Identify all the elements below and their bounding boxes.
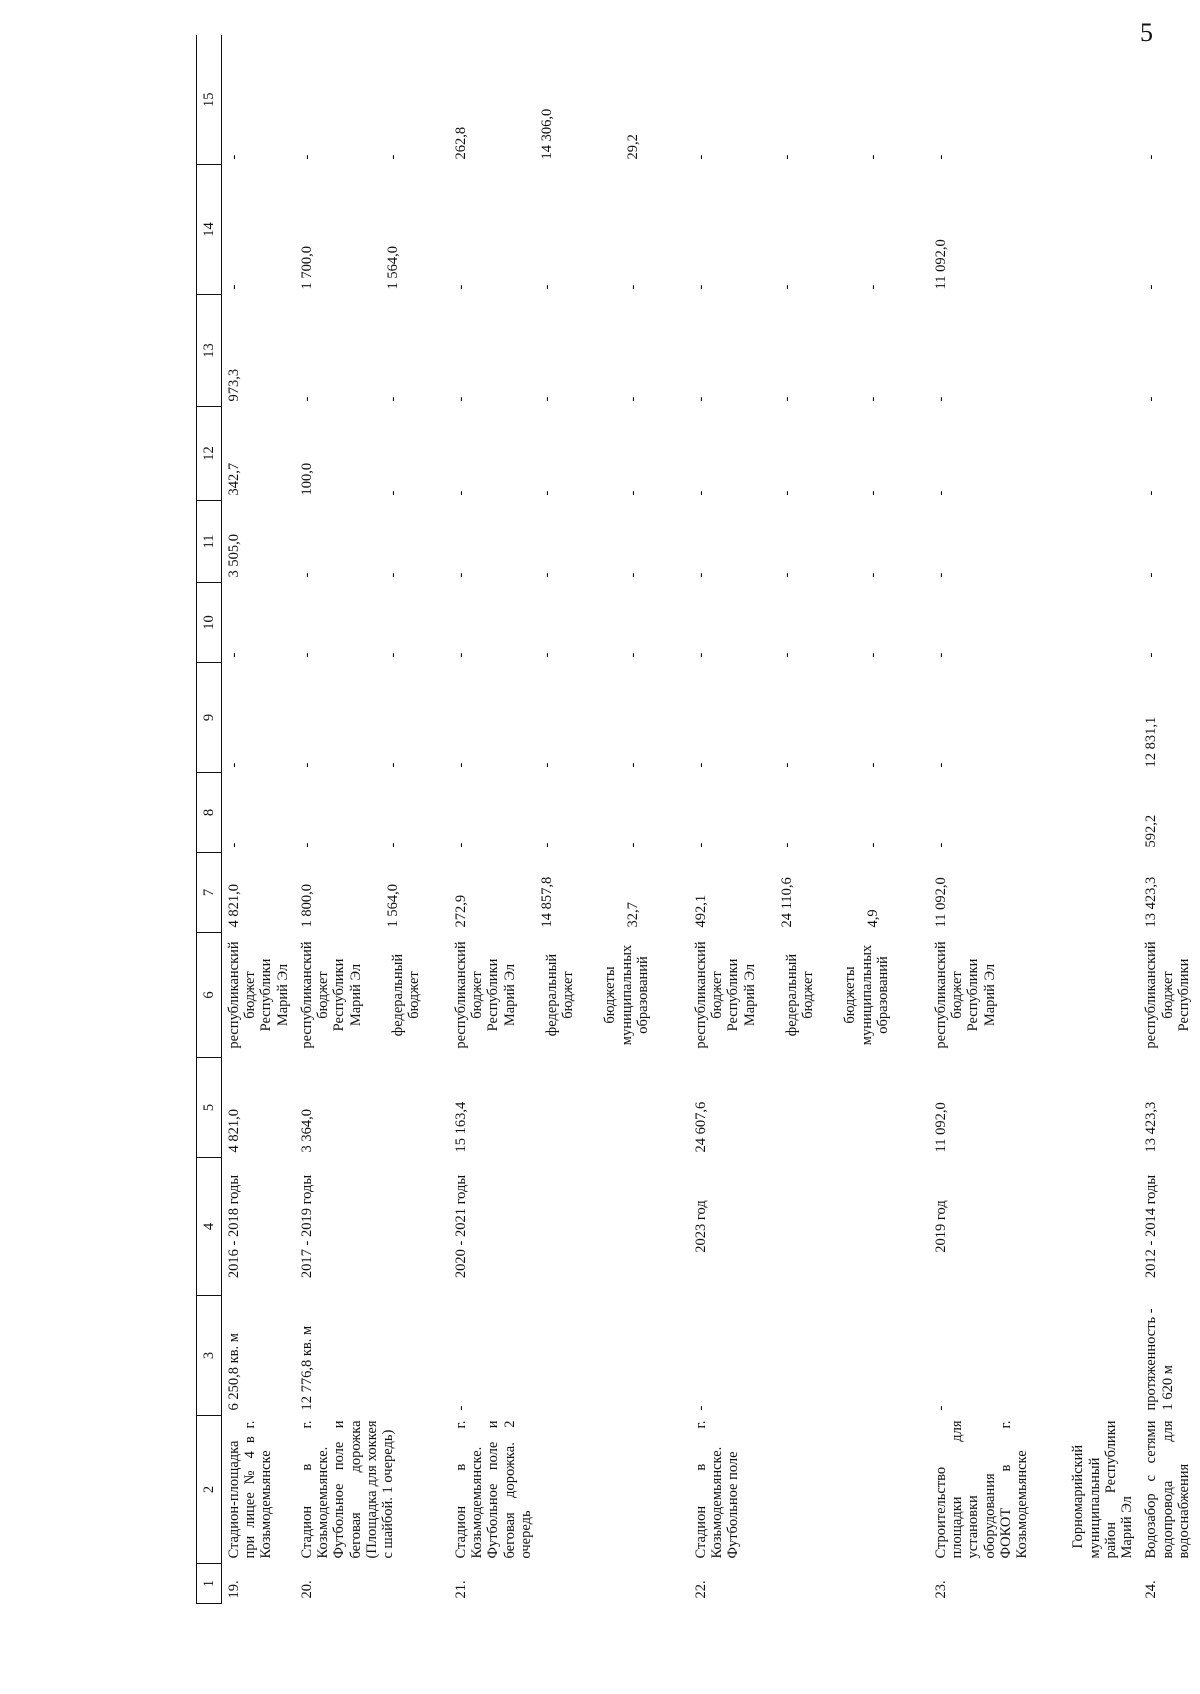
amount-value: - — [1143, 284, 1160, 290]
cell-funding-source — [295, 933, 449, 1058]
cell-capacity — [449, 1296, 689, 1416]
amount-value: - — [538, 490, 555, 496]
amount-value: - — [226, 284, 242, 290]
page-number: 5 — [1140, 18, 1153, 47]
amount-value: - — [384, 490, 401, 496]
row-number: 20. — [298, 1580, 315, 1599]
period-value: 2012 - 2014 годы — [1143, 1174, 1160, 1279]
amount-value: 342,7 — [226, 462, 242, 496]
cell-c8 — [1139, 773, 1200, 853]
cell-period — [689, 1158, 929, 1296]
cell-c14 — [1139, 165, 1200, 295]
amount-value: 13 423,3 — [1143, 876, 1160, 928]
cell-c14 — [929, 165, 1139, 295]
cell-number — [929, 1564, 1139, 1604]
amount-value: - — [624, 652, 641, 658]
cell-total — [1139, 1058, 1200, 1158]
cell-object-name — [222, 1416, 295, 1564]
cell-object-name — [929, 1416, 1139, 1564]
capacity-value: - — [452, 1405, 469, 1411]
amount-value: - — [864, 154, 881, 160]
cell-period — [449, 1158, 689, 1296]
capacity-value: протяженность - 1 620 м — [1143, 1308, 1176, 1411]
rotated-page-content — [196, 36, 1200, 1604]
amount-value: - — [452, 490, 469, 496]
period-value: 2020 - 2021 годы — [452, 1174, 469, 1279]
amount-value: - — [692, 154, 709, 160]
amount-value: - — [692, 284, 709, 290]
total-cost: 11 092,0 — [932, 1102, 949, 1153]
cell-c15 — [295, 36, 449, 165]
amount-value: - — [384, 154, 401, 160]
table-row — [449, 36, 689, 1604]
cell-c10 — [1139, 583, 1200, 663]
cell-c9 — [295, 663, 449, 773]
cell-c8 — [449, 773, 689, 853]
amount-value: - — [778, 284, 795, 290]
cell-c10 — [929, 583, 1139, 663]
table-body — [222, 36, 1200, 1604]
amount-value: - — [384, 396, 401, 402]
amount-value: 1 564,0 — [384, 884, 401, 928]
cell-total — [689, 1058, 929, 1158]
funding-source: республиканский бюджет Республики Марий Эл — [452, 941, 518, 1049]
amount-value: - — [778, 652, 795, 658]
row-number: 19. — [226, 1580, 242, 1599]
header-row — [197, 36, 222, 1604]
amount-value: - — [452, 652, 469, 658]
cell-c8 — [689, 773, 929, 853]
cell-period — [929, 1158, 1139, 1296]
header-col-1: 1 — [197, 1564, 222, 1604]
cell-c9 — [929, 663, 1139, 773]
amount-value: - — [226, 154, 242, 160]
funding-source: федеральный бюджет — [783, 953, 817, 1037]
cell-period — [1139, 1158, 1200, 1296]
amount-value: - — [384, 652, 401, 658]
cell-c10 — [295, 583, 449, 663]
cell-number — [295, 1564, 449, 1604]
cell-c13 — [295, 295, 449, 407]
cell-c11 — [929, 501, 1139, 583]
investment-table — [196, 36, 1200, 1605]
amount-value: - — [864, 762, 881, 768]
amount-value: - — [298, 762, 315, 768]
amount-value: - — [778, 762, 795, 768]
amount-value: - — [538, 396, 555, 402]
table-row — [222, 36, 295, 1604]
table-row — [295, 36, 449, 1604]
cell-number — [449, 1564, 689, 1604]
cell-c9 — [1139, 663, 1200, 773]
district-name: Горномарийский муниципальный район Республики Марий Эл — [1070, 1420, 1136, 1559]
amount-value: - — [452, 284, 469, 290]
amount-value: - — [538, 572, 555, 578]
amount-value: 100,0 — [298, 462, 315, 496]
amount-value: - — [298, 154, 315, 160]
cell-number — [1139, 1564, 1200, 1604]
amount-value: - — [778, 490, 795, 496]
table-row — [1139, 36, 1200, 1604]
cell-funding-source — [689, 933, 929, 1058]
total-cost: 24 607,6 — [692, 1101, 709, 1153]
cell-c7 — [295, 853, 449, 933]
amount-value: - — [692, 572, 709, 578]
amount-value: - — [692, 652, 709, 658]
capacity-value: - — [692, 1405, 709, 1411]
amount-value: 14 857,8 — [538, 876, 555, 928]
cell-c12 — [222, 407, 295, 501]
cell-c12 — [929, 407, 1139, 501]
cell-c15 — [929, 36, 1139, 165]
amount-value: 32,7 — [624, 902, 641, 928]
row-number: 24. — [1143, 1580, 1160, 1599]
amount-value: - — [864, 652, 881, 658]
cell-object-name — [449, 1416, 689, 1564]
amount-value: - — [864, 572, 881, 578]
cell-capacity — [689, 1296, 929, 1416]
cell-total — [222, 1058, 295, 1158]
amount-value: - — [692, 762, 709, 768]
amount-value: - — [1143, 154, 1160, 160]
cell-c9 — [689, 663, 929, 773]
amount-value: 492,1 — [692, 894, 709, 928]
header-col-7: 7 — [197, 853, 222, 933]
amount-value: - — [624, 396, 641, 402]
amount-value: - — [452, 842, 469, 848]
object-name: Стадион в г. Козьмодемьянске. Футбольное поле и беговая дорожка. 2 очередь — [452, 1420, 534, 1559]
funding-source: федеральный бюджет — [389, 953, 423, 1037]
cell-funding-source — [222, 933, 295, 1058]
amount-value: - — [778, 842, 795, 848]
cell-c13 — [929, 295, 1139, 407]
cell-c7 — [1139, 853, 1200, 933]
period-value: 2023 год — [692, 1200, 709, 1253]
header-col-13: 13 — [197, 295, 222, 407]
period-value: 2016 - 2018 годы — [226, 1174, 242, 1279]
amount-value: - — [452, 572, 469, 578]
cell-c8 — [929, 773, 1139, 853]
header-col-8: 8 — [197, 773, 222, 853]
amount-value: - — [932, 842, 949, 848]
amount-value: 4 821,0 — [226, 884, 242, 928]
amount-value: - — [778, 572, 795, 578]
object-name: Стадион-площадка при лицее № 4 в г. Козьмодемьянске — [226, 1420, 275, 1559]
amount-value: - — [538, 762, 555, 768]
header-col-12: 12 — [197, 407, 222, 501]
amount-value: 1 800,0 — [298, 884, 315, 928]
amount-value: 24 110,6 — [778, 877, 795, 928]
funding-source: федеральный бюджет — [543, 953, 577, 1037]
amount-value: - — [384, 842, 401, 848]
funding-source: республиканский бюджет Республики Марий Эл — [932, 941, 998, 1049]
amount-value: - — [624, 572, 641, 578]
cell-funding-source — [929, 933, 1139, 1058]
funding-source: республиканский бюджет Республики Марий Эл — [298, 941, 364, 1049]
cell-c11 — [222, 501, 295, 583]
amount-value: - — [538, 652, 555, 658]
funding-source: республиканский бюджет Республики — [1143, 941, 1192, 1049]
cell-c7 — [449, 853, 689, 933]
cell-capacity — [1139, 1296, 1200, 1416]
cell-c9 — [222, 663, 295, 773]
amount-value: 4,9 — [864, 909, 881, 928]
amount-value: - — [384, 762, 401, 768]
cell-number — [689, 1564, 929, 1604]
period-value: 2017 - 2019 годы — [298, 1174, 315, 1279]
header-col-15: 15 — [197, 36, 222, 165]
header-col-2: 2 — [197, 1416, 222, 1564]
amount-value: 12 831,1 — [1143, 716, 1160, 768]
amount-value: - — [692, 842, 709, 848]
amount-value: - — [864, 284, 881, 290]
table-row — [929, 36, 1139, 1604]
amount-value: - — [538, 284, 555, 290]
header-col-5: 5 — [197, 1058, 222, 1158]
amount-value: - — [624, 284, 641, 290]
amount-value: - — [226, 762, 242, 768]
cell-c9 — [449, 663, 689, 773]
cell-c7 — [929, 853, 1139, 933]
cell-c12 — [1139, 407, 1200, 501]
amount-value: - — [298, 842, 315, 848]
cell-c15 — [449, 36, 689, 165]
cell-c15 — [222, 36, 295, 165]
total-cost: 15 163,4 — [452, 1101, 469, 1153]
cell-total — [295, 1058, 449, 1158]
amount-value: - — [692, 396, 709, 402]
funding-source: республиканский бюджет Республики Марий Эл — [692, 941, 758, 1049]
amount-value: 11 092,0 — [932, 877, 949, 928]
amount-value: 11 092,0 — [932, 239, 949, 290]
funding-source: бюджеты муниципальных образований — [842, 944, 891, 1046]
cell-c8 — [222, 773, 295, 853]
amount-value: 14 306,0 — [538, 108, 555, 160]
amount-value: - — [298, 652, 315, 658]
amount-value: - — [932, 490, 949, 496]
row-number: 22. — [692, 1580, 709, 1599]
cell-c14 — [222, 165, 295, 295]
amount-value: - — [624, 762, 641, 768]
cell-capacity — [295, 1296, 449, 1416]
total-cost: 4 821,0 — [226, 1109, 242, 1153]
cell-capacity — [222, 1296, 295, 1416]
header-col-4: 4 — [197, 1158, 222, 1296]
cell-c13 — [689, 295, 929, 407]
cell-c12 — [295, 407, 449, 501]
amount-value: - — [452, 396, 469, 402]
amount-value: - — [778, 154, 795, 160]
amount-value: - — [624, 842, 641, 848]
cell-capacity — [929, 1296, 1139, 1416]
amount-value: - — [864, 396, 881, 402]
cell-c11 — [449, 501, 689, 583]
amount-value: - — [778, 396, 795, 402]
amount-value: - — [932, 762, 949, 768]
capacity-value: - — [932, 1405, 949, 1411]
cell-c14 — [295, 165, 449, 295]
amount-value: - — [624, 490, 641, 496]
cell-c8 — [295, 773, 449, 853]
cell-c10 — [449, 583, 689, 663]
amount-value: 3 505,0 — [226, 534, 242, 578]
period-value: 2019 год — [932, 1200, 949, 1253]
cell-c7 — [222, 853, 295, 933]
amount-value: - — [864, 490, 881, 496]
amount-value: - — [538, 842, 555, 848]
amount-value: - — [932, 572, 949, 578]
cell-total — [929, 1058, 1139, 1158]
object-name: Строительство площадки для установки оборудования ФОКОТ в г. Козьмодемьянске — [932, 1420, 1031, 1559]
amount-value: 262,8 — [452, 126, 469, 160]
amount-value: - — [692, 490, 709, 496]
amount-value: - — [1143, 490, 1160, 496]
amount-value: - — [932, 652, 949, 658]
amount-value: - — [1143, 652, 1160, 658]
cell-period — [295, 1158, 449, 1296]
cell-c12 — [449, 407, 689, 501]
cell-c11 — [1139, 501, 1200, 583]
row-number: 23. — [932, 1580, 949, 1599]
amount-value: - — [298, 572, 315, 578]
cell-c15 — [689, 36, 929, 165]
object-name: Водозабор с сетями водопровода для водоснабжения — [1143, 1420, 1192, 1559]
object-name: Стадион в г. Козьмодемьянске. Футбольное поле и беговая дорожка (Площадка для хоккея с шайбой. 1 очередь) — [298, 1420, 397, 1559]
amount-value: - — [1143, 572, 1160, 578]
cell-c12 — [689, 407, 929, 501]
capacity-value: 12 776,8 кв. м — [298, 1325, 315, 1411]
cell-funding-source — [1139, 933, 1200, 1058]
cell-c10 — [222, 583, 295, 663]
header-col-6: 6 — [197, 933, 222, 1058]
cell-object-name — [295, 1416, 449, 1564]
amount-value: - — [384, 572, 401, 578]
table-row — [689, 36, 929, 1604]
amount-value: - — [226, 842, 242, 848]
cell-c11 — [295, 501, 449, 583]
amount-value: 592,2 — [1143, 814, 1160, 848]
cell-funding-source — [449, 933, 689, 1058]
funding-source: бюджеты муниципальных образований — [602, 944, 651, 1046]
cell-number — [222, 1564, 295, 1604]
amount-value: - — [932, 154, 949, 160]
cell-c10 — [689, 583, 929, 663]
amount-value: 1 564,0 — [384, 246, 401, 290]
cell-c13 — [449, 295, 689, 407]
total-cost: 13 423,3 — [1143, 1101, 1160, 1153]
cell-c14 — [689, 165, 929, 295]
amount-value: 29,2 — [624, 134, 641, 160]
cell-c13 — [222, 295, 295, 407]
cell-total — [449, 1058, 689, 1158]
object-name: Стадион в г. Козьмодемьянске. Футбольное поле — [692, 1420, 742, 1559]
cell-c7 — [689, 853, 929, 933]
cell-object-name — [1139, 1416, 1200, 1564]
amount-value: 1 700,0 — [298, 246, 315, 290]
header-col-11: 11 — [197, 501, 222, 583]
funding-source: республиканский бюджет Республики Марий Эл — [226, 941, 291, 1049]
cell-object-name — [689, 1416, 929, 1564]
amount-value: - — [452, 762, 469, 768]
amount-value: - — [864, 842, 881, 848]
cell-period — [222, 1158, 295, 1296]
header-col-10: 10 — [197, 583, 222, 663]
row-number: 21. — [452, 1580, 469, 1599]
cell-c13 — [1139, 295, 1200, 407]
header-col-9: 9 — [197, 663, 222, 773]
header-col-3: 3 — [197, 1296, 222, 1416]
capacity-value: 6 250,8 кв. м — [226, 1333, 242, 1411]
amount-value: - — [226, 652, 242, 658]
amount-value: - — [298, 396, 315, 402]
total-cost: 3 364,0 — [298, 1109, 315, 1153]
amount-value: 973,3 — [226, 368, 242, 402]
amount-value: 272,9 — [452, 894, 469, 928]
amount-value: - — [932, 396, 949, 402]
cell-c14 — [449, 165, 689, 295]
cell-c11 — [689, 501, 929, 583]
amount-value: - — [1143, 396, 1160, 402]
header-col-14: 14 — [197, 165, 222, 295]
cell-c15 — [1139, 36, 1200, 165]
